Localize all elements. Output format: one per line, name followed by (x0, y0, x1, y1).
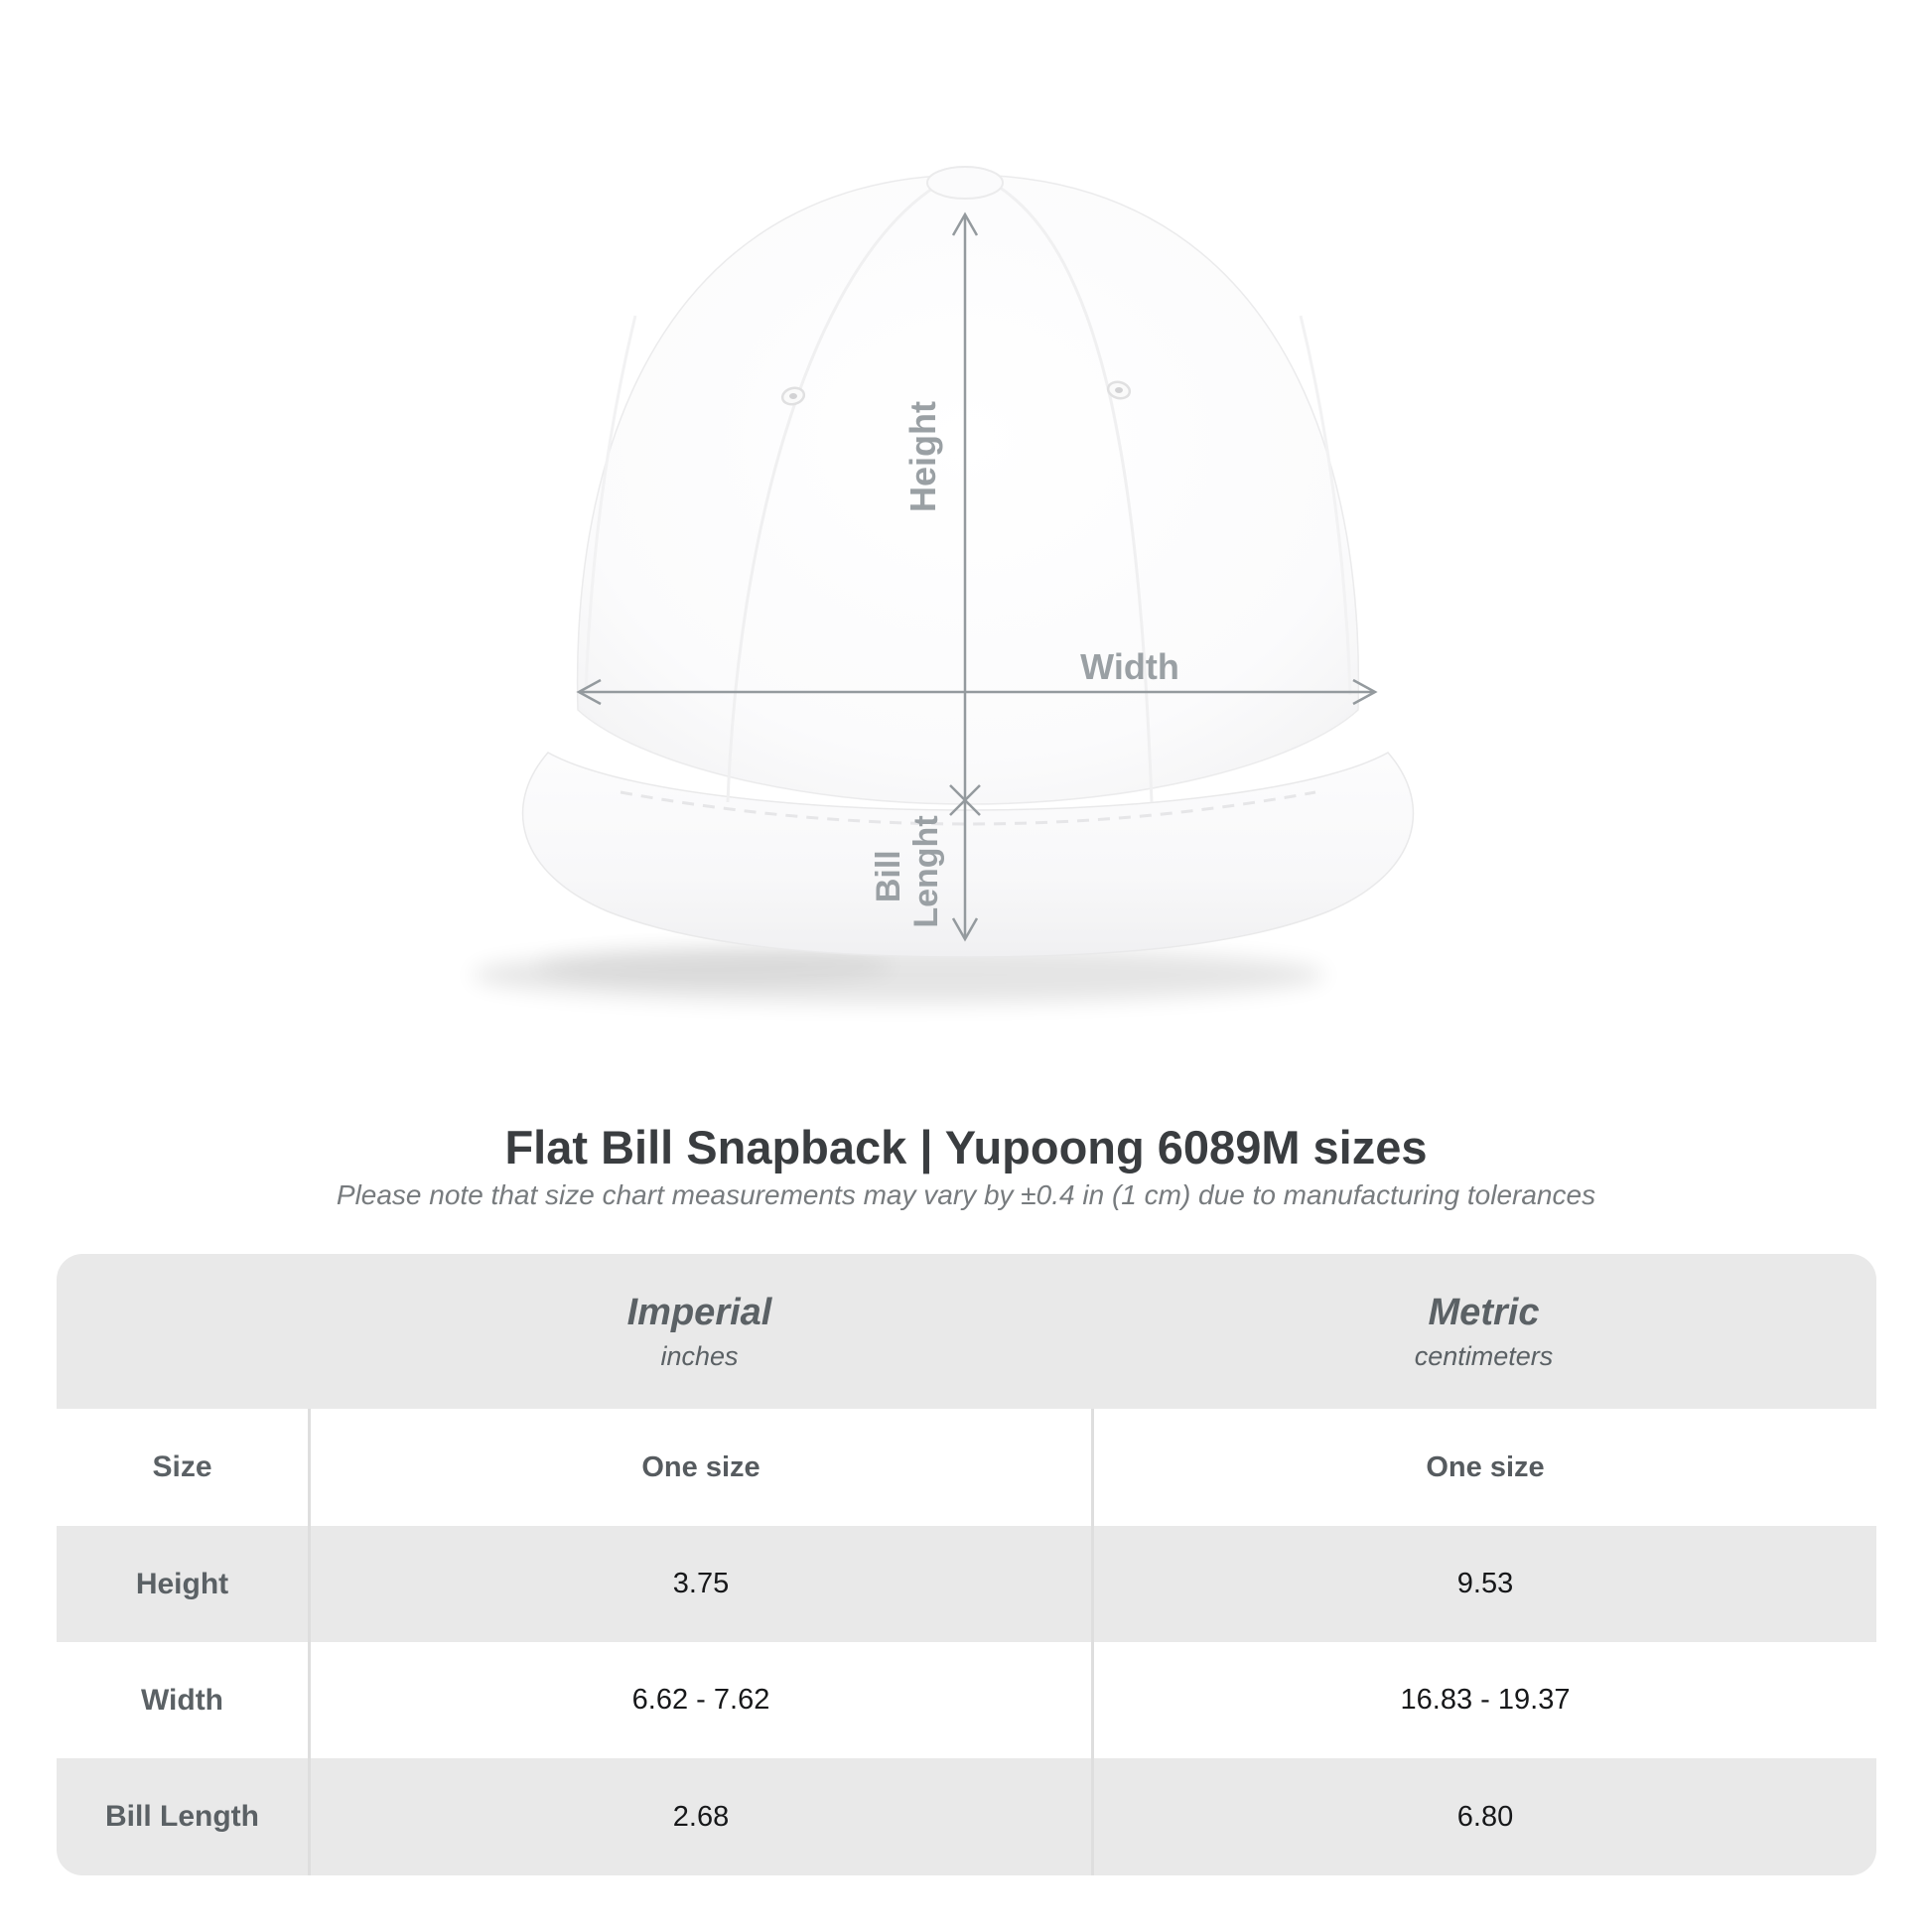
imperial-value: 3.75 (308, 1526, 1091, 1642)
row-label: Size (152, 1450, 212, 1483)
cap-top-button (927, 167, 1003, 199)
table-row-height (57, 1526, 1876, 1642)
metric-header-unit: centimeters (1414, 1340, 1554, 1371)
imperial-header-unit: inches (660, 1340, 739, 1371)
header-cell-metric (1091, 1254, 1876, 1409)
header-cell-empty (57, 1254, 308, 1409)
row-label: Width (140, 1683, 224, 1717)
imperial-value: One size (308, 1409, 1091, 1526)
imperial-value: 2.68 (308, 1758, 1091, 1875)
header-cell-imperial (308, 1254, 1091, 1409)
metric-value: 16.83 - 19.37 (1091, 1642, 1876, 1758)
width-label: Width (1080, 646, 1179, 687)
bill-length-label-line2: Lenght (907, 815, 945, 928)
size-table (57, 1254, 1876, 1875)
imperial-header-label: Imperial (626, 1291, 772, 1333)
row-label: Height (135, 1567, 229, 1600)
bill-length-label-line1: Bill (870, 850, 907, 903)
height-label: Height (902, 401, 943, 512)
row-label: Bill Length (105, 1800, 259, 1833)
metric-value: 6.80 (1091, 1758, 1876, 1875)
cap-crown (578, 175, 1359, 804)
metric-value: One size (1091, 1409, 1876, 1526)
table-row-bill-length (57, 1758, 1876, 1875)
metric-header-label: Metric (1428, 1291, 1540, 1333)
metric-value: 9.53 (1091, 1526, 1876, 1642)
table-row-width (57, 1642, 1876, 1758)
table-header (57, 1254, 1876, 1409)
imperial-value: 6.62 - 7.62 (308, 1642, 1091, 1758)
tolerance-note: Please note that size chart measurements may vary by ±0.4 in (1 cm) due to manufacturing tolerances (336, 1179, 1596, 1210)
page-title: Flat Bill Snapback | Yupoong 6089M sizes (504, 1121, 1428, 1173)
table-row-size (57, 1409, 1876, 1526)
